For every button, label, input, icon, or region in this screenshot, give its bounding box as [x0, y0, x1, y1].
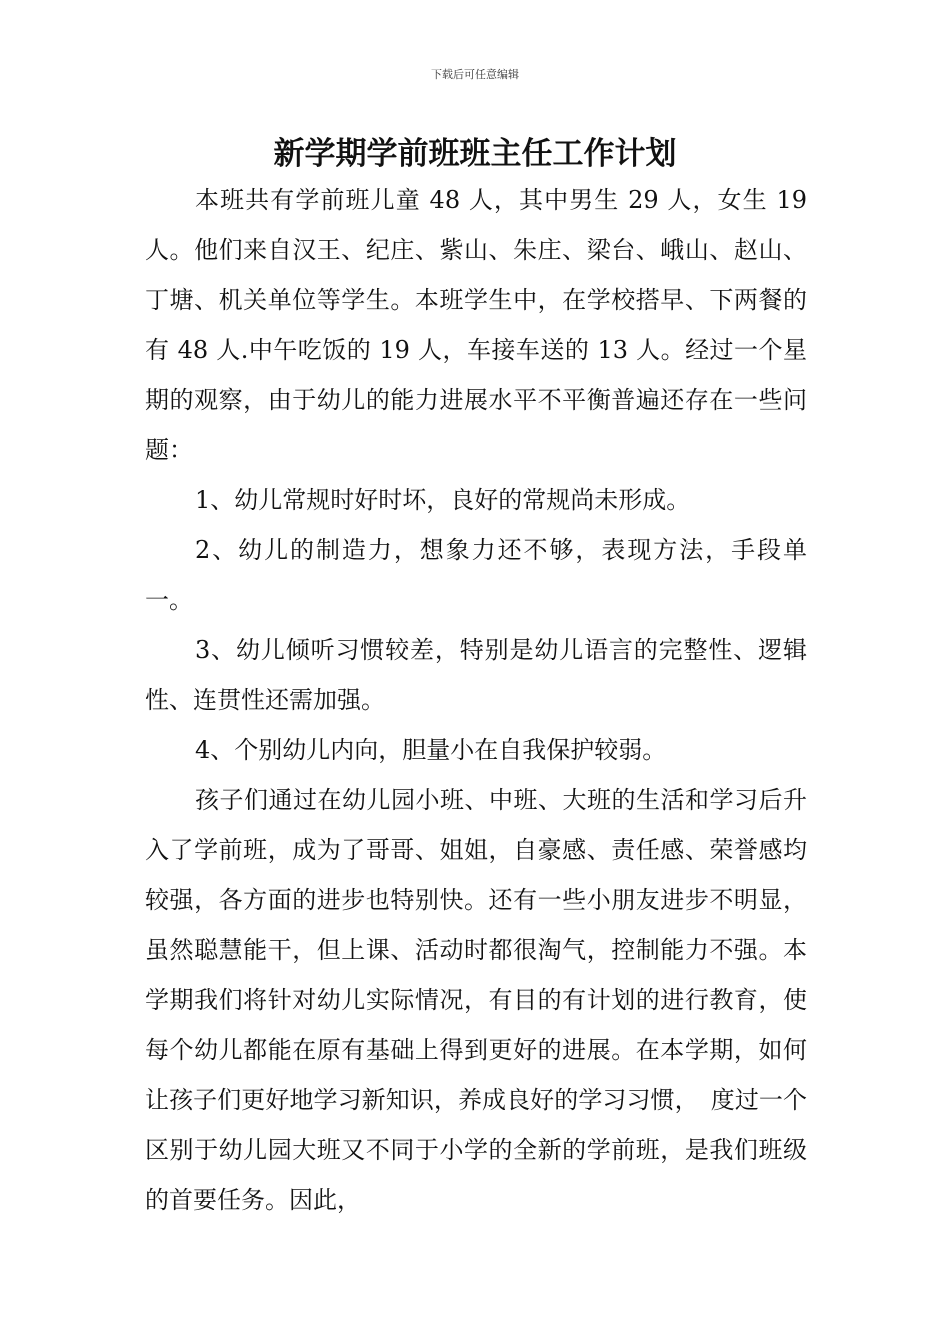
- paragraph-intro: 本班共有学前班儿童 48 人，其中男生 29 人，女生 19 人。他们来自汉王、纪庄、紫山、朱庄、梁台、峨山、赵山、丁塘、机关单位等学生。本班学生中，在学校搭早、下两餐的有 48 人.中午吃饭的 19 人，车接车送的 13 人。经过一个星期的观察，由于幼儿的能力进展水平不平衡普遍还存在一些问题：: [145, 186, 807, 464]
- document-title: 新学期学前班班主任工作计划: [273, 136, 677, 172]
- paragraph-issue-4: 4、个别幼儿内向，胆量小在自我保护较弱。: [195, 736, 667, 764]
- paragraph-issue-3: 3、幼儿倾听习惯较差，特别是幼儿语言的完整性、逻辑性、连贯性还需加强。: [145, 636, 807, 714]
- paragraph-issue-1: 1、幼儿常规时好时坏，良好的常规尚未形成。: [195, 486, 691, 514]
- header-note: 下载后可任意编辑: [431, 68, 519, 81]
- paragraph-issue-2: 2、幼儿的制造力，想象力还不够，表现方法，手段单一。: [145, 536, 807, 614]
- document-body: [145, 175, 807, 1225]
- paragraph-plan: 孩子们通过在幼儿园小班、中班、大班的生活和学习后升入了学前班，成为了哥哥、姐姐，自豪感、责任感、荣誉感均较强，各方面的进步也特别快。还有一些小朋友进步不明显，虽然聪慧能干，但上课、活动时都很淘气，控制能力不强。本学期我们将针对幼儿实际情况，有目的有计划的进行教育，使每个幼儿都能在原有基础上得到更好的进展。在本学期，如何让孩子们更好地学习新知识，养成良好的学习习惯， 度过一个区别于幼儿园大班又不同于小学的全新的学前班，是我们班级的首要任务。因此，: [145, 786, 807, 1214]
